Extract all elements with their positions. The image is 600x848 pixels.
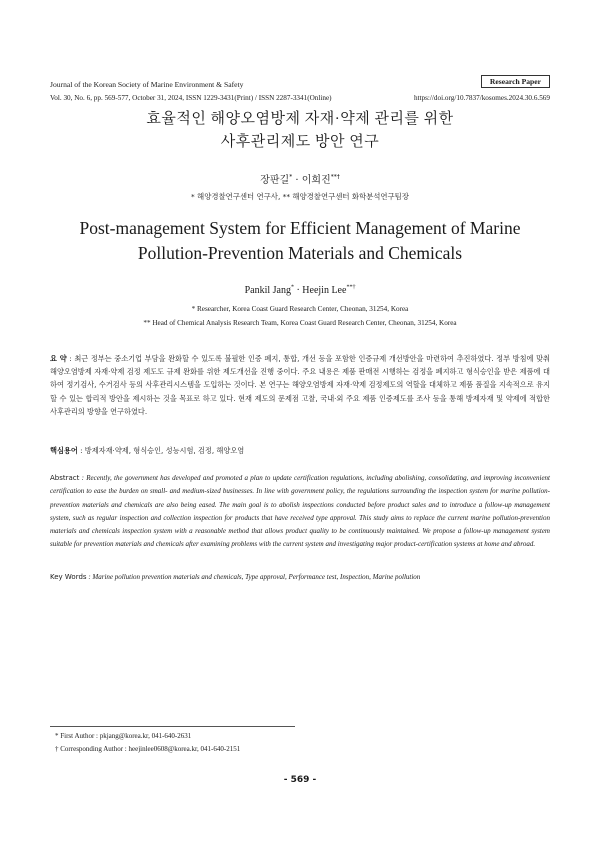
english-title-line-1: Post-management System for Efficient Management of Marine [79, 218, 521, 238]
journal-name: Journal of the Korean Society of Marine Environment & Safety [50, 80, 244, 89]
korean-keywords [50, 446, 550, 456]
korean-authors [0, 171, 600, 186]
english-author-1-mark: * [290, 284, 294, 291]
korean-abstract-label: 요 약 [50, 354, 67, 363]
english-abstract [50, 472, 550, 552]
korean-title-line-2: 사후관리제도 방안 연구 [220, 134, 380, 150]
korean-abstract-text: : 최근 정부는 중소기업 부담을 완화할 수 있도록 불필한 인증 폐지, 통합, 개선 등을 포함한 인증규제 개선방안을 마련하여 추진하였다. 정부 방침에 맞춰 해양오염방제 자재·약제 검정 제도도 규제 완화를 위한 제도개선을 진행 중이다. 주요 내용은 제품 판매전 시행하는 검정을 폐지하고 형식승인을 받은 제품에 대하여 정기검사, 수거검사 등의 사후관리시스템을 도입하는 것이다. 본 연구는 해양오염방제 자재·약제 검정제도의 역할을 대체하고 제품 품질을 지속적으로 유지할 수 있는 합리적 방안을 제시하는 것을 목표로 하고 있다. 현재 제도의 문제점 고찰, 국내·외 주요 제품 인증제도를 조사 등을 통해 방제자재 및 약제에 적합한 사후관리의 방향을 연구하였다. [50, 354, 550, 416]
english-affiliation-1: * Researcher, Korea Coast Guard Research Center, Cheonan, 31254, Korea [191, 305, 409, 313]
corresponding-author-mark: † [55, 745, 59, 753]
korean-author-1: 장판길 [260, 175, 290, 186]
english-keywords-text: : Marine pollution prevention materials and chemicals, Type approval, Performance test, Inspection, Marine pollution [86, 573, 421, 581]
english-keywords-label: Key Words [50, 573, 87, 581]
page-number: - 569 - [283, 775, 317, 785]
korean-title-line-1: 효율적인 해양오염방제 자재·약제 관리를 위한 [146, 111, 454, 127]
corresponding-author-contact: Corresponding Author : heejinlee0608@korea.kr, 041-640-2151 [58, 745, 241, 753]
korean-author-1-mark: * [289, 173, 293, 181]
english-title-line-2: Pollution-Prevention Materials and Chemicals [137, 243, 463, 263]
english-keywords [50, 573, 550, 581]
korean-affiliation: * 해양경찰연구센터 연구사, ** 해양경찰연구센터 화학분석연구팀장 [191, 192, 409, 201]
footnote-divider [50, 726, 295, 727]
first-author-mark: * [55, 732, 59, 740]
english-authors [0, 285, 600, 296]
korean-author-2: 이희진 [301, 175, 331, 186]
korean-abstract [50, 352, 550, 418]
english-author-2: Heejin Lee [302, 285, 347, 296]
first-author-footnote [55, 732, 191, 740]
english-abstract-label: Abstract [50, 474, 80, 482]
korean-keywords-label: 핵심용어 [50, 446, 78, 455]
doi-link[interactable]: https://doi.org/10.7837/kosomes.2024.30.6.569 [413, 94, 550, 102]
author-separator: · [292, 175, 302, 186]
article-type-badge: Research Paper [481, 75, 550, 88]
korean-keywords-text: : 방제자재·약제, 형식승인, 성능시험, 검정, 해양오염 [77, 446, 245, 455]
english-author-1: Pankil Jang [244, 285, 291, 296]
english-affiliation-2: ** Head of Chemical Analysis Research Team, Korea Coast Guard Research Center, Cheonan, 31254, Korea [143, 319, 457, 327]
volume-info: Vol. 30, No. 6, pp. 569-577, October 31, 2024, ISSN 1229-3431(Print) / ISSN 2287-3341(Online) [50, 94, 332, 102]
first-author-contact: First Author : pkjang@korea.kr, 041-640-2631 [58, 732, 192, 740]
korean-author-2-mark: **† [330, 173, 340, 181]
corresponding-author-footnote [55, 745, 240, 753]
author-separator: · [293, 285, 303, 296]
english-author-2-mark: **† [346, 284, 356, 291]
english-abstract-text: : Recently, the government has developed and promoted a plan to update certification regulations, including abolishing, consolidating, and improving inconvenient certification to ease the burden on small- and medium-sized businesses. In line with government policy, the regulations surrounding the inspection system for marine pollution-prevention materials and chemicals are also being eased. The main goal is to abolish inspections conducted before product sales and to introduce a follow-up management system, such as regular inspection and collection inspection for products that have received type approval. This study aims to replace the current marine pollution-prevention materials and chemicals inspection system with a reasonable method that allows product quality to be continuously maintained. We propose a follow-up management system suitable for prevention materials and chemicals after examining problems with the current system and investigating major product-certification systems at home and abroad. [50, 474, 550, 549]
